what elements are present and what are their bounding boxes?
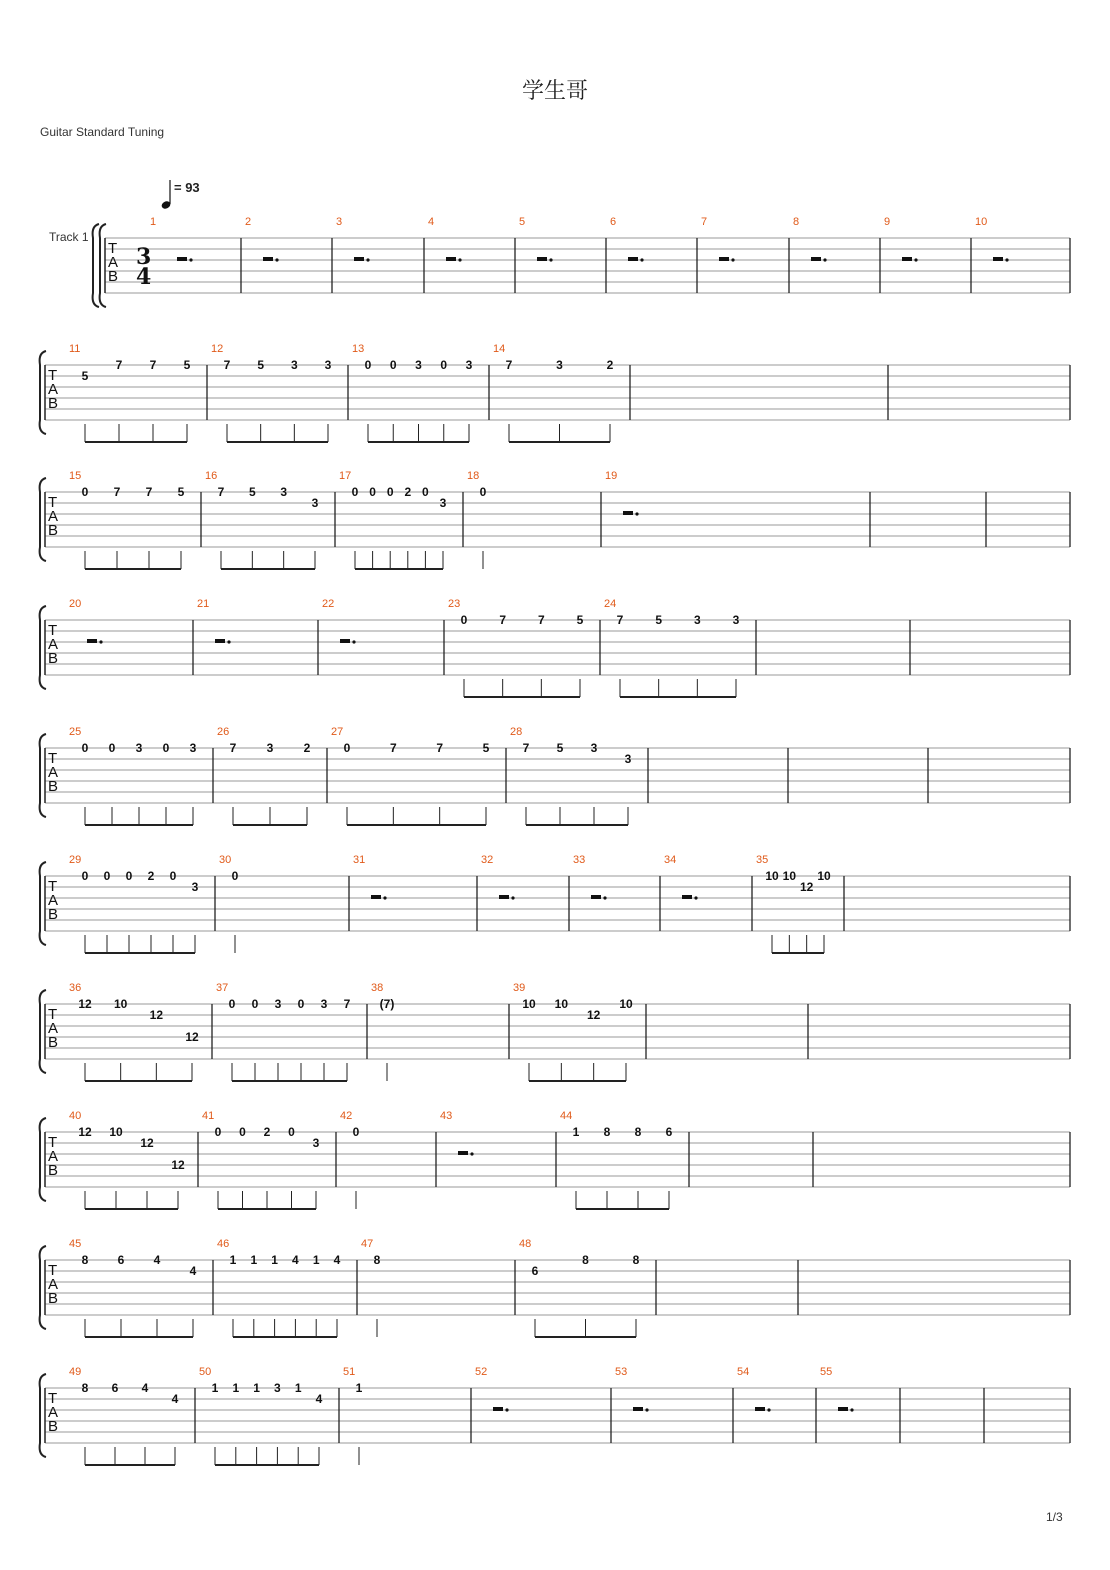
fret-number: 5	[556, 741, 564, 755]
measure-number: 25	[69, 726, 82, 738]
rest-dot	[635, 512, 638, 515]
fret-number: 3	[290, 358, 298, 372]
tab-clef-letter: B	[48, 906, 59, 923]
tab-clef-letter: A	[48, 1404, 59, 1421]
rest-dot	[850, 1408, 853, 1411]
tab-clef-letter: B	[48, 1034, 59, 1051]
rest-dot	[227, 640, 230, 643]
tab-clef-letter: A	[48, 764, 59, 781]
measure-number: 10	[975, 216, 988, 228]
fret-number: 3	[274, 1381, 281, 1395]
fret-number: 7	[113, 485, 121, 499]
fret-number: 10	[817, 869, 831, 883]
fret-number: 6	[111, 1381, 119, 1395]
fret-number: 4	[189, 1264, 197, 1278]
dotted-half-rest	[628, 257, 638, 261]
fret-number: 12	[586, 1008, 601, 1022]
measure-number: 52	[475, 1366, 488, 1378]
rest-dot	[694, 896, 697, 899]
fret-number: 4	[333, 1253, 341, 1267]
dotted-half-rest	[682, 895, 692, 899]
fret-number: 7	[343, 997, 351, 1011]
fret-number: 12	[171, 1158, 185, 1172]
fret-number: 7	[229, 741, 237, 755]
fret-number: 0	[460, 613, 468, 627]
measure-number: 34	[664, 854, 677, 866]
dotted-half-rest	[340, 639, 350, 643]
fret-number: 7	[522, 741, 530, 755]
dotted-half-rest	[371, 895, 381, 899]
measure-number: 4	[428, 216, 435, 228]
fret-number: 1	[572, 1125, 580, 1139]
rest-dot	[549, 258, 552, 261]
measure-number: 2	[245, 216, 252, 228]
fret-number: 5	[177, 485, 185, 499]
fret-number: 5	[183, 358, 191, 372]
rest-dot	[99, 640, 102, 643]
fret-number: 10	[113, 997, 128, 1011]
fret-number: 6	[531, 1264, 539, 1278]
tab-clef-letter: A	[48, 381, 59, 398]
fret-number: 1	[271, 1253, 278, 1267]
measure-number: 35	[756, 854, 769, 866]
measure-number: 38	[371, 982, 384, 994]
rest-dot	[383, 896, 386, 899]
measure-number: 48	[519, 1238, 532, 1250]
measure-number: 53	[615, 1366, 628, 1378]
rest-dot	[366, 258, 369, 261]
measure-number: 7	[701, 216, 708, 228]
rest-dot	[767, 1408, 770, 1411]
fret-number: 3	[312, 1136, 320, 1150]
rest-dot	[189, 258, 192, 261]
rest-dot	[511, 896, 514, 899]
dotted-half-rest	[902, 257, 912, 261]
dotted-half-rest	[811, 257, 821, 261]
fret-number: 4	[315, 1392, 323, 1406]
measure-number: 28	[510, 726, 523, 738]
measure-number: 23	[448, 598, 461, 610]
tab-clef-letter: T	[48, 1390, 58, 1407]
measure-number: 40	[69, 1110, 82, 1122]
tab-clef-letter: T	[48, 1262, 58, 1279]
measure-number: 9	[884, 216, 891, 228]
fret-number: 0	[125, 869, 133, 883]
tab-clef-letter: A	[48, 892, 59, 909]
fret-number: 7	[145, 485, 153, 499]
tab-clef-letter: A	[48, 1020, 59, 1037]
fret-number: 0	[239, 1125, 246, 1139]
measure-number: 30	[219, 854, 232, 866]
dotted-half-rest	[838, 1407, 848, 1411]
fret-number: 0	[351, 485, 359, 499]
fret-number: 1	[312, 1253, 320, 1267]
dotted-half-rest	[263, 257, 273, 261]
fret-number: 0	[81, 869, 89, 883]
measure-number: 46	[217, 1238, 230, 1250]
tab-clef-letter: A	[48, 1276, 59, 1293]
dotted-half-rest	[446, 257, 456, 261]
rest-dot	[458, 258, 461, 261]
measure-number: 39	[513, 982, 526, 994]
rest-dot	[275, 258, 278, 261]
fret-number: 0	[231, 869, 239, 883]
measure-number: 16	[205, 470, 218, 482]
rest-dot	[1005, 258, 1008, 261]
tab-clef-letter: B	[48, 1162, 59, 1179]
fret-number: 8	[81, 1253, 89, 1267]
measure-number: 42	[340, 1110, 353, 1122]
fret-number: 10	[109, 1125, 123, 1139]
fret-number: 2	[404, 485, 412, 499]
score-title: 学生哥	[521, 79, 588, 104]
tab-clef-letter: B	[48, 778, 59, 795]
tab-clef-letter: T	[108, 240, 118, 257]
page-indicator: 1/3	[1046, 1510, 1063, 1524]
measure-number: 17	[339, 470, 352, 482]
tab-clef-letter: B	[48, 1290, 59, 1307]
fret-number: 0	[352, 1125, 360, 1139]
fret-number: 10	[522, 997, 536, 1011]
rest-dot	[505, 1408, 508, 1411]
fret-number: 0	[103, 869, 111, 883]
fret-number: 2	[147, 869, 155, 883]
fret-number: 2	[303, 741, 311, 755]
fret-number: 7	[505, 358, 513, 372]
dotted-half-rest	[719, 257, 729, 261]
fret-number: 3	[320, 997, 328, 1011]
rest-dot	[603, 896, 606, 899]
fret-number: 1	[211, 1381, 219, 1395]
measure-number: 22	[322, 598, 335, 610]
fret-number: 3	[624, 752, 632, 766]
fret-number: 8	[632, 1253, 640, 1267]
fret-number: 0	[440, 358, 448, 372]
measure-number: 37	[216, 982, 229, 994]
fret-number: 0	[422, 485, 429, 499]
dotted-half-rest	[215, 639, 225, 643]
measure-number: 32	[481, 854, 494, 866]
fret-number: 1	[355, 1381, 363, 1395]
fret-number: 1	[294, 1381, 302, 1395]
rest-dot	[914, 258, 917, 261]
fret-number: 0	[108, 741, 116, 755]
fret-number: 5	[248, 485, 256, 499]
rest-dot	[352, 640, 355, 643]
rest-dot	[470, 1152, 473, 1155]
fret-number: 8	[634, 1125, 642, 1139]
fret-number: 2	[606, 358, 614, 372]
fret-number: 1	[232, 1381, 240, 1395]
fret-number: 7	[217, 485, 225, 499]
fret-number: 8	[603, 1125, 611, 1139]
measure-number: 36	[69, 982, 82, 994]
fret-number: 6	[665, 1125, 673, 1139]
tab-clef-letter: T	[48, 1006, 58, 1023]
fret-number: 7	[223, 358, 231, 372]
measure-number: 33	[573, 854, 586, 866]
fret-number: 0	[169, 869, 177, 883]
measure-number: 47	[361, 1238, 374, 1250]
measure-number: 51	[343, 1366, 356, 1378]
dotted-half-rest	[993, 257, 1003, 261]
fret-number: 12	[149, 1008, 164, 1022]
dotted-half-rest	[493, 1407, 503, 1411]
tab-clef-letter: B	[48, 1418, 59, 1435]
fret-number: 2	[263, 1125, 271, 1139]
fret-number: 10	[554, 997, 569, 1011]
fret-number: 3	[280, 485, 288, 499]
fret-number: 0	[288, 1125, 295, 1139]
measure-number: 18	[467, 470, 480, 482]
fret-number: 4	[141, 1381, 149, 1395]
dotted-half-rest	[591, 895, 601, 899]
fret-number: 10	[782, 869, 797, 883]
fret-number: 7	[389, 741, 397, 755]
fret-number: 4	[153, 1253, 161, 1267]
tab-clef-letter: T	[48, 367, 58, 384]
tab-clef-letter: B	[108, 268, 119, 285]
fret-number: 3	[311, 496, 319, 510]
measure-number: 44	[560, 1110, 573, 1122]
fret-number: 3	[274, 997, 282, 1011]
fret-number: 8	[81, 1381, 89, 1395]
rest-dot	[823, 258, 826, 261]
fret-number: 7	[537, 613, 545, 627]
fret-number: 5	[655, 613, 663, 627]
fret-number: 5	[482, 741, 490, 755]
fret-number: 12	[140, 1136, 154, 1150]
fret-number: 8	[582, 1253, 589, 1267]
measure-number: 41	[202, 1110, 215, 1122]
time-signature-bottom: 4	[136, 264, 152, 290]
tab-clef-letter: B	[48, 395, 59, 412]
fret-number: 0	[479, 485, 487, 499]
measure-number: 11	[69, 343, 81, 355]
dotted-half-rest	[537, 257, 547, 261]
measure-number: 12	[211, 343, 224, 355]
fret-number: 3	[191, 880, 199, 894]
fret-number: 0	[251, 997, 259, 1011]
fret-number: 3	[439, 496, 447, 510]
dotted-half-rest	[458, 1151, 468, 1155]
dotted-half-rest	[87, 639, 97, 643]
fret-number: 3	[465, 358, 473, 372]
fret-number: 7	[499, 613, 507, 627]
measure-number: 21	[197, 598, 210, 610]
measure-number: 29	[69, 854, 82, 866]
fret-number: 7	[149, 358, 157, 372]
dotted-half-rest	[633, 1407, 643, 1411]
fret-number: 5	[257, 358, 265, 372]
fret-number: 0	[369, 485, 376, 499]
fret-number: 3	[189, 741, 197, 755]
fret-number: 5	[576, 613, 584, 627]
fret-number: 3	[266, 741, 274, 755]
measure-number: 20	[69, 598, 82, 610]
measure-number: 45	[69, 1238, 82, 1250]
tempo-value: = 93	[174, 180, 200, 195]
tab-clef-letter: B	[48, 650, 59, 667]
dotted-half-rest	[354, 257, 364, 261]
tab-clef-letter: T	[48, 750, 58, 767]
fret-number: 3	[415, 358, 422, 372]
fret-number: 3	[556, 358, 563, 372]
tab-clef-letter: B	[48, 522, 59, 539]
fret-number: 1	[253, 1381, 260, 1395]
fret-number: 0	[214, 1125, 222, 1139]
measure-number: 15	[69, 470, 82, 482]
fret-number: 3	[324, 358, 332, 372]
measure-number: 50	[199, 1366, 212, 1378]
rest-dot	[640, 258, 643, 261]
track-name: Track 1	[49, 230, 89, 244]
fret-number: 6	[117, 1253, 125, 1267]
fret-number: 12	[799, 880, 814, 894]
fret-number: 4	[171, 1392, 179, 1406]
fret-number: 0	[228, 997, 236, 1011]
measure-number: 26	[217, 726, 230, 738]
fret-number: 3	[693, 613, 701, 627]
fret-number: 0	[389, 358, 397, 372]
fret-number: 0	[364, 358, 372, 372]
fret-number: 12	[78, 1125, 92, 1139]
measure-number: 1	[150, 216, 157, 228]
fret-number: 1	[250, 1253, 258, 1267]
time-signature-top: 3	[136, 244, 152, 270]
tuning-label: Guitar Standard Tuning	[40, 125, 165, 139]
tab-clef-letter: A	[48, 1148, 59, 1165]
fret-number: 3	[135, 741, 143, 755]
measure-number: 55	[820, 1366, 833, 1378]
dotted-half-rest	[755, 1407, 765, 1411]
measure-number: 49	[69, 1366, 82, 1378]
fret-number: 0	[81, 485, 89, 499]
fret-number: 0	[343, 741, 351, 755]
fret-number: 7	[115, 358, 123, 372]
measure-number: 27	[331, 726, 344, 738]
fret-number: 10	[619, 997, 633, 1011]
dotted-half-rest	[623, 511, 633, 515]
fret-number: 0	[386, 485, 394, 499]
fret-number: 7	[616, 613, 624, 627]
fret-number: 1	[229, 1253, 237, 1267]
fret-number: 5	[81, 369, 89, 383]
track-brace	[93, 224, 99, 307]
fret-number: 3	[732, 613, 740, 627]
measure-number: 43	[440, 1110, 453, 1122]
fret-number: 0	[162, 741, 170, 755]
fret-number: 0	[81, 741, 89, 755]
dotted-half-rest	[177, 257, 187, 261]
fret-number: 8	[373, 1253, 381, 1267]
measure-number: 14	[493, 343, 506, 355]
tab-clef-letter: T	[48, 1134, 58, 1151]
measure-number: 54	[737, 1366, 750, 1378]
fret-number: 4	[292, 1253, 299, 1267]
tab-clef-letter: T	[48, 622, 58, 639]
fret-number: 3	[590, 741, 598, 755]
measure-number: 13	[352, 343, 365, 355]
fret-number: 0	[297, 997, 305, 1011]
tab-clef-letter: T	[48, 494, 58, 511]
fret-number: 12	[78, 997, 92, 1011]
measure-number: 19	[605, 470, 618, 482]
tab-clef-letter: A	[48, 508, 59, 525]
tab-clef-letter: T	[48, 878, 58, 895]
measure-number: 24	[604, 598, 617, 610]
fret-number: 7	[436, 741, 444, 755]
measure-number: 6	[610, 216, 617, 228]
measure-number: 31	[353, 854, 366, 866]
dotted-half-rest	[499, 895, 509, 899]
measure-number: 3	[336, 216, 343, 228]
rest-dot	[645, 1408, 648, 1411]
tab-clef-letter: A	[108, 254, 119, 271]
rest-dot	[731, 258, 734, 261]
measure-number: 5	[519, 216, 526, 228]
tab-clef-letter: A	[48, 636, 59, 653]
measure-number: 8	[793, 216, 800, 228]
fret-number: 12	[185, 1030, 199, 1044]
fret-number: 10	[765, 869, 779, 883]
fret-number: (7)	[379, 997, 395, 1011]
